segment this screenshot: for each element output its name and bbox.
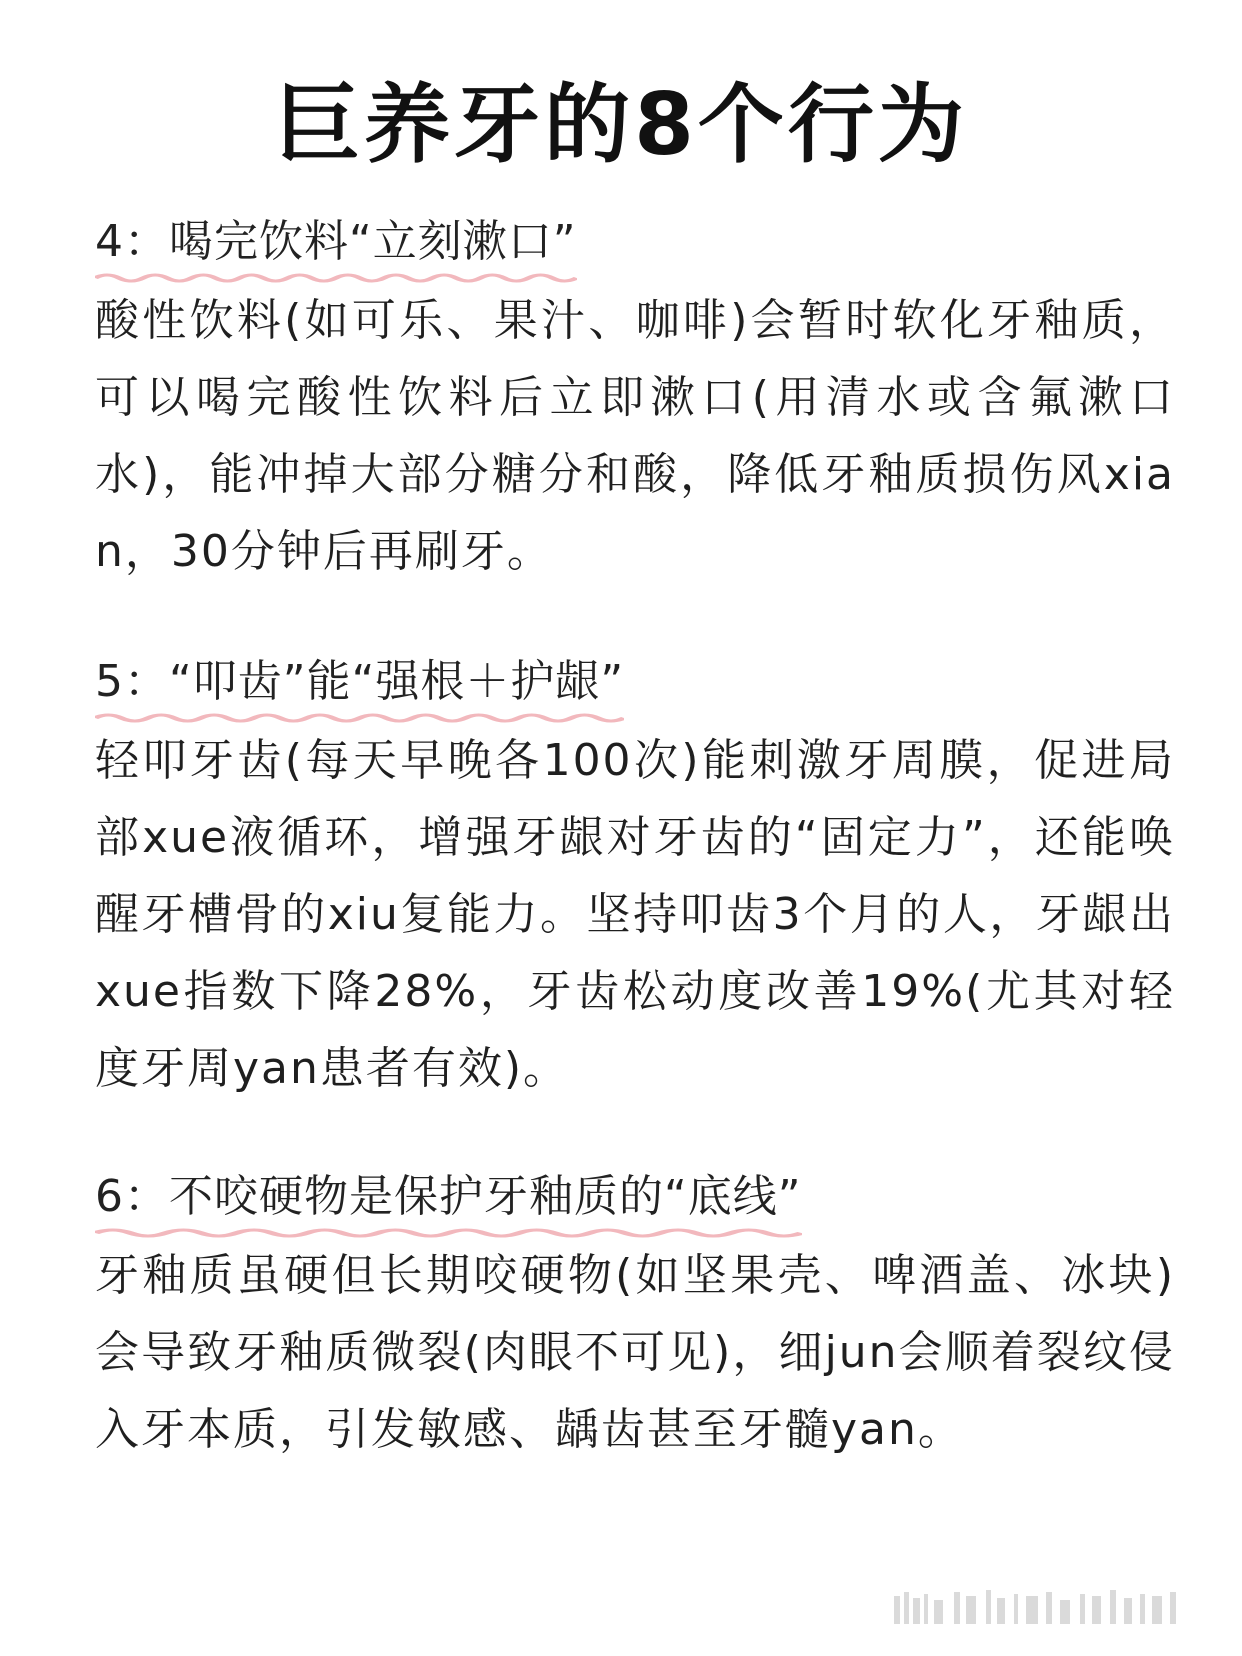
watermark-icon: [894, 1584, 1184, 1634]
section-heading-wrap: [95, 1165, 802, 1237]
section-heading: 6：不咬硬物是保护牙釉质的“底线”: [95, 1171, 802, 1222]
page-title: 巨养牙的8个行为: [274, 75, 968, 175]
section-body: 轻叩牙齿(每天早晚各100次)能刺激牙周膜，促进局部xue液循环，增强牙龈对牙齿的“固定力”，还能唤醒牙槽骨的xiu复能力。坚持叩齿3个月的人，牙龈出xue指数下降28%，牙齿松动度改善19%(尤其对轻度牙周yan患者有效)。: [95, 735, 1176, 1094]
section-body: 酸性饮料(如可乐、果汁、咖啡)会暂时软化牙釉质，可以喝完酸性饮料后立即漱口(用清水或含氟漱口水)，能冲掉大部分糖分和酸，降低牙釉质损伤风xian，30分钟后再刷牙。: [95, 295, 1175, 577]
section-6: [95, 1165, 1175, 1468]
section-heading: 5：“叩齿”能“强根＋护龈”: [95, 656, 625, 707]
wavy-underline: [95, 1227, 802, 1239]
section-heading-wrap: [95, 210, 577, 282]
section-4: [95, 210, 1175, 590]
section-heading: 4：喝完饮料“立刻漱口”: [95, 216, 577, 267]
wavy-underline: [95, 272, 577, 284]
section-body: 牙釉质虽硬但长期咬硬物(如坚果壳、啤酒盖、冰块)会导致牙釉质微裂(肉眼不可见)，细jun会顺着裂纹侵入牙本质，引发敏感、龋齿甚至牙髓yan。: [95, 1250, 1175, 1455]
section-5: [95, 650, 1175, 1107]
wavy-underline: [95, 712, 624, 724]
section-heading-wrap: [95, 650, 624, 722]
